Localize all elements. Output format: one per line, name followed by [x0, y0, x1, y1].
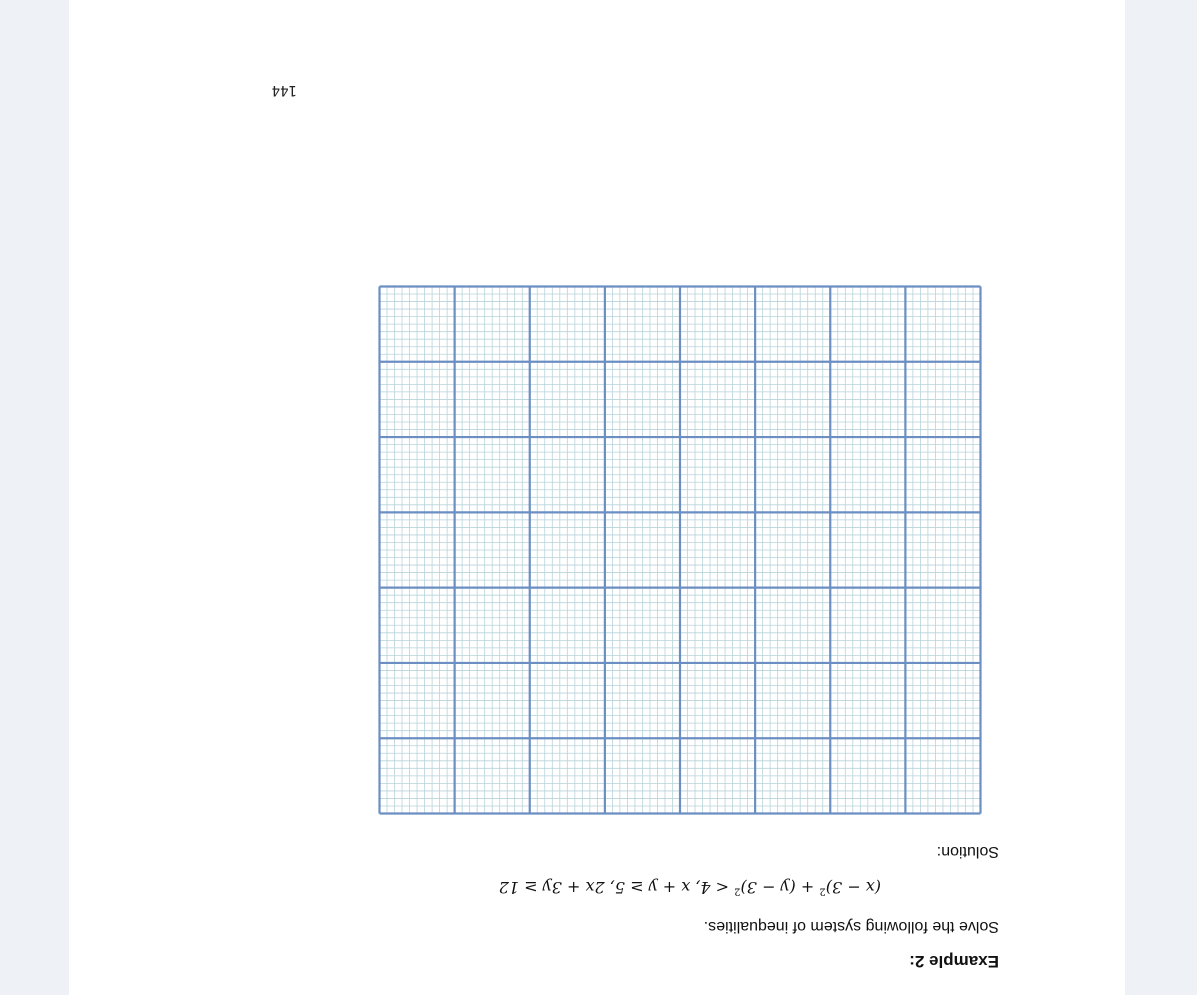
page-number: 144 [271, 82, 297, 98]
problem-statement: Solve the following system of inequalities. [703, 918, 999, 935]
equation-part-1: (x − 3) [825, 878, 881, 897]
example-heading: Example 2: [909, 952, 999, 971]
equation-part-2: + (y − 3) [740, 878, 820, 897]
equation-exponent-1: 2 [819, 885, 826, 897]
solution-label: Solution: [936, 843, 999, 860]
equation-part-3: < 4, x + y ≥ 5, 2x + 3y ≥ 12 [498, 878, 735, 897]
inequality-system [499, 878, 881, 897]
equation-exponent-2: 2 [734, 885, 741, 897]
rotated-content [69, 0, 1125, 995]
graph-paper [378, 285, 982, 815]
document-page [69, 0, 1125, 995]
